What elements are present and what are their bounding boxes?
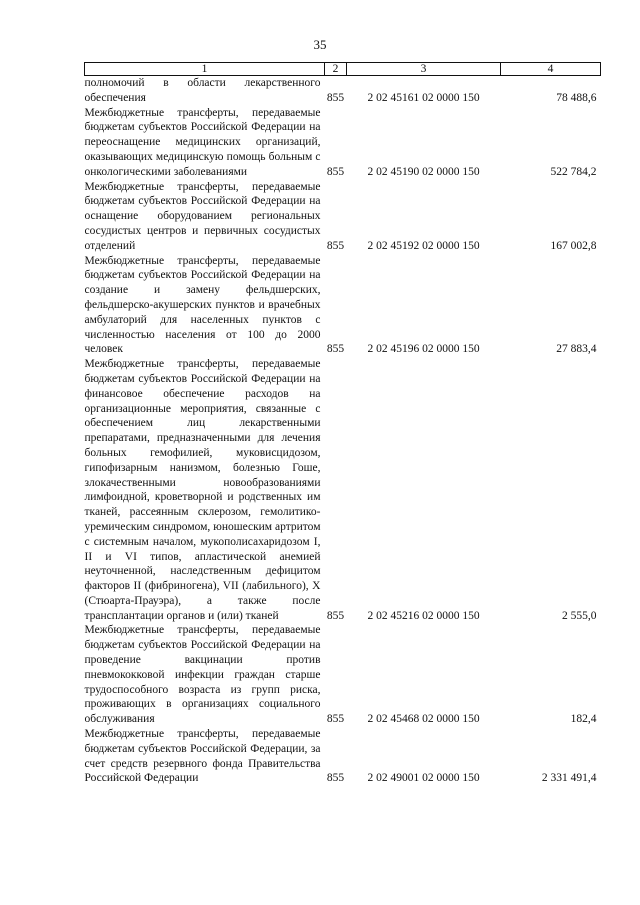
column-header-3: 3 — [347, 63, 501, 76]
row-classification-code: 2 02 45216 02 0000 150 — [367, 609, 480, 622]
row-amount: 182,4 — [570, 713, 597, 726]
row-amount: 78 488,6 — [556, 91, 597, 104]
row-admin-code: 855 — [326, 713, 345, 726]
row-description: Межбюджетные трансферты, передаваемые бюджетам субъектов Российской Федерации на проведение вакцинации против пневмококковой инфекции граждан старше трудоспособного возраста из групп риска, проживающих в организациях социального обслуживания — [84, 624, 321, 726]
row-amount: 2 331 491,4 — [541, 772, 597, 785]
row-admin-code: 855 — [326, 772, 345, 785]
table-header-row — [85, 63, 601, 76]
budget-table — [84, 62, 601, 786]
column-header-4: 4 — [501, 63, 601, 76]
row-description: Межбюджетные трансферты, передаваемые бюджетам субъектов Российской Федерации, за счет средств резервного фонда Правительства Российской Федерации — [84, 728, 321, 785]
table-row — [85, 357, 601, 623]
row-admin-code: 855 — [326, 91, 345, 104]
row-description: Межбюджетные трансферты, передаваемые бюджетам субъектов Российской Федерации на переоснащение медицинских организаций, оказывающих медицинскую помощь больным с онкологическими заболеваниями — [84, 106, 321, 178]
table-row — [85, 623, 601, 727]
row-admin-code: 855 — [326, 239, 345, 252]
row-admin-code: 855 — [326, 343, 345, 356]
table-row — [85, 727, 601, 786]
table-row — [85, 180, 601, 254]
row-amount: 27 883,4 — [556, 343, 597, 356]
row-admin-code: 855 — [326, 609, 345, 622]
row-amount: 167 002,8 — [550, 239, 597, 252]
row-description: Межбюджетные трансферты, передаваемые бюджетам субъектов Российской Федерации на финансовое обеспечение расходов на организационные мероприятия, связанные с обеспечением лиц лекарственными препаратами, предназначенными для лечения больных гемофилией, муковисцидозом, гипофизарным нанизмом, болезнью Гоше, злокачественными новообразованиями лимфоидной, кроветворной и родственных им тканей, рассеянным склерозом, гемолитико-уремическим синдромом, юношеским артритом с системным началом, мукополисахаридозом I, II и VI типов, апластической анемией неуточненной, наследственным дефицитом факторов II (фибриногена), VII (лабильного), X (Стюарта-Прауэра), а также после трансплантации органов и (или) тканей — [84, 358, 321, 622]
table-row — [85, 76, 601, 106]
row-description: Межбюджетные трансферты, передаваемые бюджетам субъектов Российской Федерации на создание и замену фельдшерских, фельдшерско-акушерских пунктов и врачебных амбулаторий для населенных пунктов с численностью населения от 100 до 2000 человек — [84, 254, 321, 356]
row-amount: 2 555,0 — [562, 609, 597, 622]
row-classification-code: 2 02 45190 02 0000 150 — [367, 165, 480, 178]
column-header-2: 2 — [325, 63, 347, 76]
row-description: полномочий в области лекарственного обеспечения — [84, 77, 321, 104]
row-description: Межбюджетные трансферты, передаваемые бюджетам субъектов Российской Федерации на оснащение оборудованием региональных сосудистых центров и первичных сосудистых отделений — [84, 180, 321, 252]
row-admin-code: 855 — [326, 165, 345, 178]
row-classification-code: 2 02 45468 02 0000 150 — [367, 713, 480, 726]
table-row — [85, 254, 601, 358]
column-header-1: 1 — [85, 63, 325, 76]
page-number: 35 — [313, 37, 327, 52]
row-classification-code: 2 02 45192 02 0000 150 — [367, 239, 480, 252]
row-amount: 522 784,2 — [550, 165, 597, 178]
row-classification-code: 2 02 49001 02 0000 150 — [367, 772, 480, 785]
table-row — [85, 106, 601, 180]
row-classification-code: 2 02 45161 02 0000 150 — [367, 91, 480, 104]
row-classification-code: 2 02 45196 02 0000 150 — [367, 343, 480, 356]
